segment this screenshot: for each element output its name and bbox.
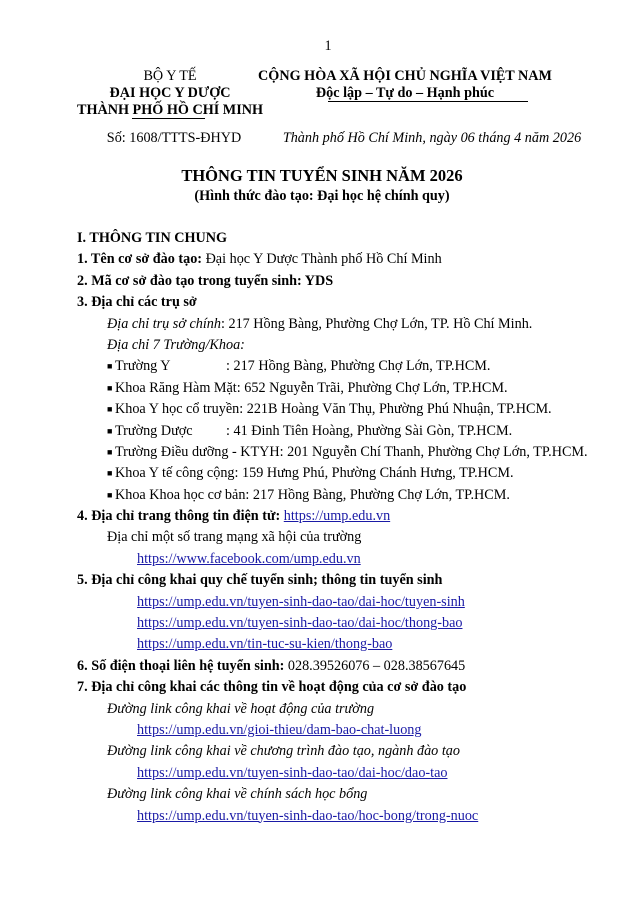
admission-link-row bbox=[77, 634, 617, 655]
document-number: Số: 1608/TTTS-ĐHYD bbox=[106, 130, 242, 146]
university-name: ĐẠI HỌC Y DƯỢC bbox=[109, 85, 231, 101]
main-campus bbox=[77, 314, 617, 335]
news-link[interactable]: https://ump.edu.vn/tin-tuc-su-kien/thong-bao bbox=[137, 636, 393, 653]
admission-link-row bbox=[77, 613, 617, 634]
school-address: : 221B Hoàng Văn Thụ, Phường Phú Nhuận, TP.HCM. bbox=[239, 401, 552, 418]
item-6-label: 6. Số điện thoại liên hệ tuyển sinh: bbox=[77, 657, 285, 674]
document-subtitle: (Hình thức đào tạo: Đại học hệ chính quy) bbox=[194, 188, 450, 204]
website-link[interactable]: https://ump.edu.vn bbox=[283, 508, 391, 525]
school-item bbox=[77, 485, 617, 506]
header-left-rule bbox=[132, 118, 205, 119]
item-1-value: Đại học Y Dược Thành phố Hồ Chí Minh bbox=[202, 251, 442, 268]
schools-label: Địa chỉ 7 Trường/Khoa: bbox=[107, 336, 245, 353]
university-city-text: THÀNH PHỐ HỒ CHÍ MINH bbox=[76, 102, 264, 118]
disclosure-link-row bbox=[77, 763, 617, 784]
document-title: THÔNG TIN TUYỂN SINH NĂM 2026 bbox=[181, 166, 463, 185]
disclosure-caption: Đường link công khai về chính sách học bổng bbox=[107, 786, 368, 803]
quality-link[interactable]: https://ump.edu.vn/gioi-thieu/dam-bao-chat-luong bbox=[137, 721, 422, 738]
bullet-square-icon: ■ bbox=[107, 446, 113, 457]
item-5: 5. Địa chỉ công khai quy chế tuyển sinh; thông tin tuyển sinh bbox=[77, 572, 443, 589]
phone-numbers: 028.39526076 – 028.38567645 bbox=[284, 657, 466, 674]
page-number: 1 bbox=[324, 38, 332, 54]
item-3: 3. Địa chỉ các trụ sở bbox=[77, 294, 197, 311]
school-item bbox=[77, 463, 617, 484]
item-6 bbox=[77, 656, 617, 677]
item-2: 2. Mã cơ sở đào tạo trong tuyển sinh: YDS bbox=[77, 272, 334, 289]
programs-link[interactable]: https://ump.edu.vn/tuyen-sinh-dao-tao/dai-hoc/dao-tao bbox=[137, 764, 448, 781]
school-item bbox=[77, 399, 617, 420]
school-name: Khoa Y tế công cộng bbox=[115, 465, 235, 482]
disclosure-caption: Đường link công khai về hoạt động của trường bbox=[107, 700, 375, 717]
main-campus-address: : 217 Hồng Bàng, Phường Chợ Lớn, TP. Hồ Chí Minh. bbox=[220, 315, 533, 332]
school-name: Trường Điều dưỡng - KTYH bbox=[115, 443, 280, 460]
item-1 bbox=[77, 249, 617, 270]
item-1-label: 1. Tên cơ sở đào tạo: bbox=[77, 251, 203, 268]
school-item bbox=[77, 442, 617, 463]
country-title: CỘNG HÒA XÃ HỘI CHỦ NGHĨA VIỆT NAM bbox=[258, 68, 552, 84]
school-address: : 217 Hồng Bàng, Phường Chợ Lớn, TP.HCM. bbox=[245, 486, 510, 503]
disclosure-link-row bbox=[77, 806, 617, 827]
school-item bbox=[77, 421, 617, 442]
school-name: Khoa Khoa học cơ bản bbox=[115, 486, 246, 503]
schools-list bbox=[77, 356, 617, 506]
ministry-name: BỘ Y TẾ bbox=[143, 68, 197, 84]
school-address: : 652 Nguyễn Trãi, Phường Chợ Lớn, TP.HCM. bbox=[236, 379, 508, 396]
item-4-label: 4. Địa chỉ trang thông tin điện tử: bbox=[77, 508, 281, 525]
school-address: : 201 Nguyễn Chí Thanh, Phường Chợ Lớn, TP.HCM. bbox=[279, 443, 588, 460]
bullet-square-icon: ■ bbox=[107, 489, 113, 500]
header-right-rule bbox=[328, 101, 528, 102]
document-body bbox=[77, 228, 617, 827]
school-address: : 159 Hưng Phú, Phường Chánh Hưng, TP.HCM. bbox=[234, 465, 514, 482]
school-item bbox=[77, 378, 617, 399]
admission-link-row bbox=[77, 592, 617, 613]
main-campus-label: Địa chỉ trụ sở chính bbox=[107, 315, 221, 332]
school-address: : 41 Đinh Tiên Hoàng, Phường Sài Gòn, TP.HCM. bbox=[226, 422, 513, 439]
disclosure-link-row bbox=[77, 720, 617, 741]
social-row bbox=[77, 549, 617, 570]
facebook-link[interactable]: https://www.facebook.com/ump.edu.vn bbox=[137, 550, 361, 567]
bullet-square-icon: ■ bbox=[107, 468, 113, 479]
bullet-square-icon: ■ bbox=[107, 425, 113, 436]
social-label: Địa chỉ một số trang mạng xã hội của trường bbox=[107, 529, 362, 546]
school-name: Khoa Răng Hàm Mặt bbox=[115, 379, 237, 396]
school-name: Trường Dược bbox=[115, 422, 193, 439]
school-address: : 217 Hồng Bàng, Phường Chợ Lớn, TP.HCM. bbox=[226, 358, 491, 375]
bullet-square-icon: ■ bbox=[107, 361, 113, 372]
bullet-square-icon: ■ bbox=[107, 404, 113, 415]
school-name: Trường Y bbox=[115, 358, 171, 375]
admission-link[interactable]: https://ump.edu.vn/tuyen-sinh-dao-tao/dai-hoc/tuyen-sinh bbox=[137, 593, 465, 610]
disclosure-caption: Đường link công khai về chương trình đào tạo, ngành đào tạo bbox=[107, 743, 460, 760]
item-7: 7. Địa chỉ công khai các thông tin về hoạt động của cơ sở đào tạo bbox=[77, 679, 467, 696]
section-heading: I. THÔNG TIN CHUNG bbox=[77, 230, 228, 246]
national-motto: Độc lập – Tự do – Hạnh phúc bbox=[315, 85, 495, 101]
bullet-square-icon: ■ bbox=[107, 382, 113, 393]
scholarship-link[interactable]: https://ump.edu.vn/tuyen-sinh-dao-tao/hoc-bong/trong-nuoc bbox=[137, 807, 479, 824]
item-4 bbox=[77, 506, 617, 527]
announcement-link[interactable]: https://ump.edu.vn/tuyen-sinh-dao-tao/dai-hoc/thong-bao bbox=[137, 615, 463, 632]
date-line: Thành phố Hồ Chí Minh, ngày 06 tháng 4 năm 2026 bbox=[282, 130, 582, 146]
school-name: Khoa Y học cổ truyền bbox=[115, 401, 240, 418]
university-city bbox=[77, 102, 263, 119]
school-item bbox=[77, 356, 617, 377]
